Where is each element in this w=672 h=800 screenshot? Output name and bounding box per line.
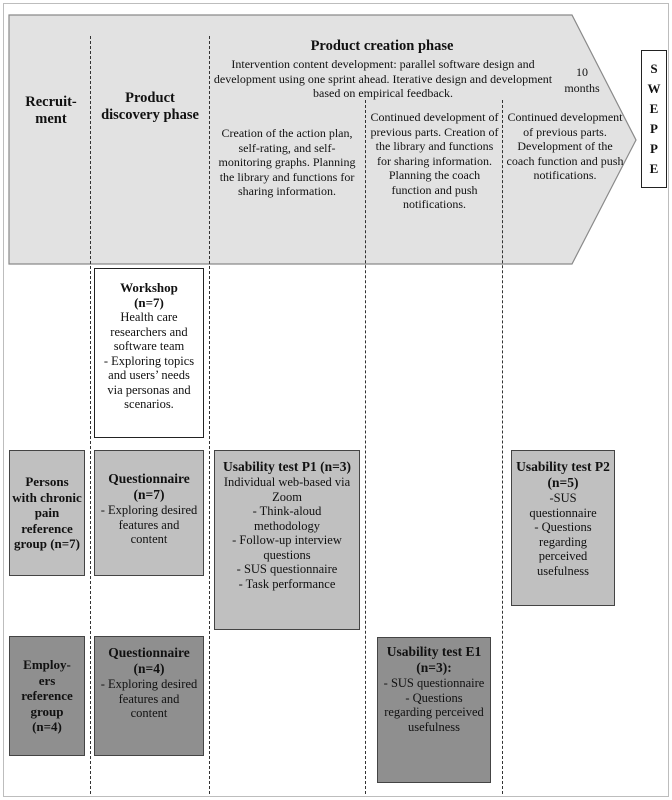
sprint-3-text: Continued development of previous parts. Development of the coach function and push notifications.	[506, 110, 624, 182]
usability-test-p2-title: Usability test P2 (n=5)	[516, 459, 610, 490]
recruitment-header: Recruit- ment	[25, 94, 77, 127]
swepe-letter: E	[649, 161, 659, 176]
divider-recruitment	[90, 36, 91, 794]
creation-header: Product creation phase	[310, 38, 454, 54]
usability-test-e1-box	[377, 637, 491, 783]
employer-questionnaire-box	[94, 636, 204, 756]
usability-test-e1-description: - SUS questionnaire - Questions regarding perceived usefulness	[383, 676, 485, 734]
usability-test-p1-box	[214, 450, 360, 630]
pain-group-label: Persons with chronic pain reference group (n=7)	[9, 450, 85, 576]
usability-test-p2-box	[511, 450, 615, 606]
workshop-box	[94, 268, 204, 438]
swepe-label	[641, 50, 667, 188]
swepe-letter: W	[647, 81, 661, 96]
divider-discovery	[209, 36, 210, 794]
divider-sprint-2	[502, 100, 503, 794]
pain-questionnaire-title: Questionnaire (n=7)	[108, 471, 190, 502]
creation-description: Intervention content development: parallel software design and development using one sprint ahead. Iterative design and development based on empirical feedback.	[213, 57, 553, 100]
workshop-description: Health care researchers and software team - Exploring topics and users’ needs via personas and scenarios.	[103, 310, 195, 411]
usability-test-p1-title: Usability test P1 (n=3)	[222, 459, 352, 474]
duration-label: 10 months	[564, 65, 600, 95]
usability-test-p1-description: Individual web-based via Zoom - Think-aloud methodology - Follow-up interview questions - SUS questionnaire - Task performance	[223, 475, 351, 591]
usability-test-p2-description: -SUS questionnaire - Questions regarding perceived usefulness	[529, 491, 597, 578]
pain-questionnaire-description: - Exploring desired features and content	[100, 503, 198, 546]
sprint-1-text: Creation of the action plan, self-rating, and self-monitoring graphs. Planning the library and functions for sharing information.	[218, 126, 356, 198]
swepe-letter: S	[650, 61, 658, 76]
employer-group-label: Employ- ers reference group (n=4)	[9, 636, 85, 756]
employer-questionnaire-title: Questionnaire (n=4)	[108, 645, 190, 676]
swepe-letter: P	[650, 121, 658, 136]
employer-questionnaire-description: - Exploring desired features and content	[100, 677, 198, 720]
discovery-header: Product discovery phase	[101, 90, 199, 123]
swepe-letter: P	[650, 141, 658, 156]
usability-test-e1-title: Usability test E1 (n=3):	[386, 644, 482, 675]
sprint-2-text: Continued development of previous parts. Creation of the library and functions for sharing information. Planning the coach function and push notifications.	[370, 110, 499, 211]
divider-sprint-1	[365, 100, 366, 794]
swepe-letter: E	[649, 101, 659, 116]
pain-questionnaire-box	[94, 450, 204, 576]
workshop-title: Workshop (n=7)	[120, 280, 178, 310]
